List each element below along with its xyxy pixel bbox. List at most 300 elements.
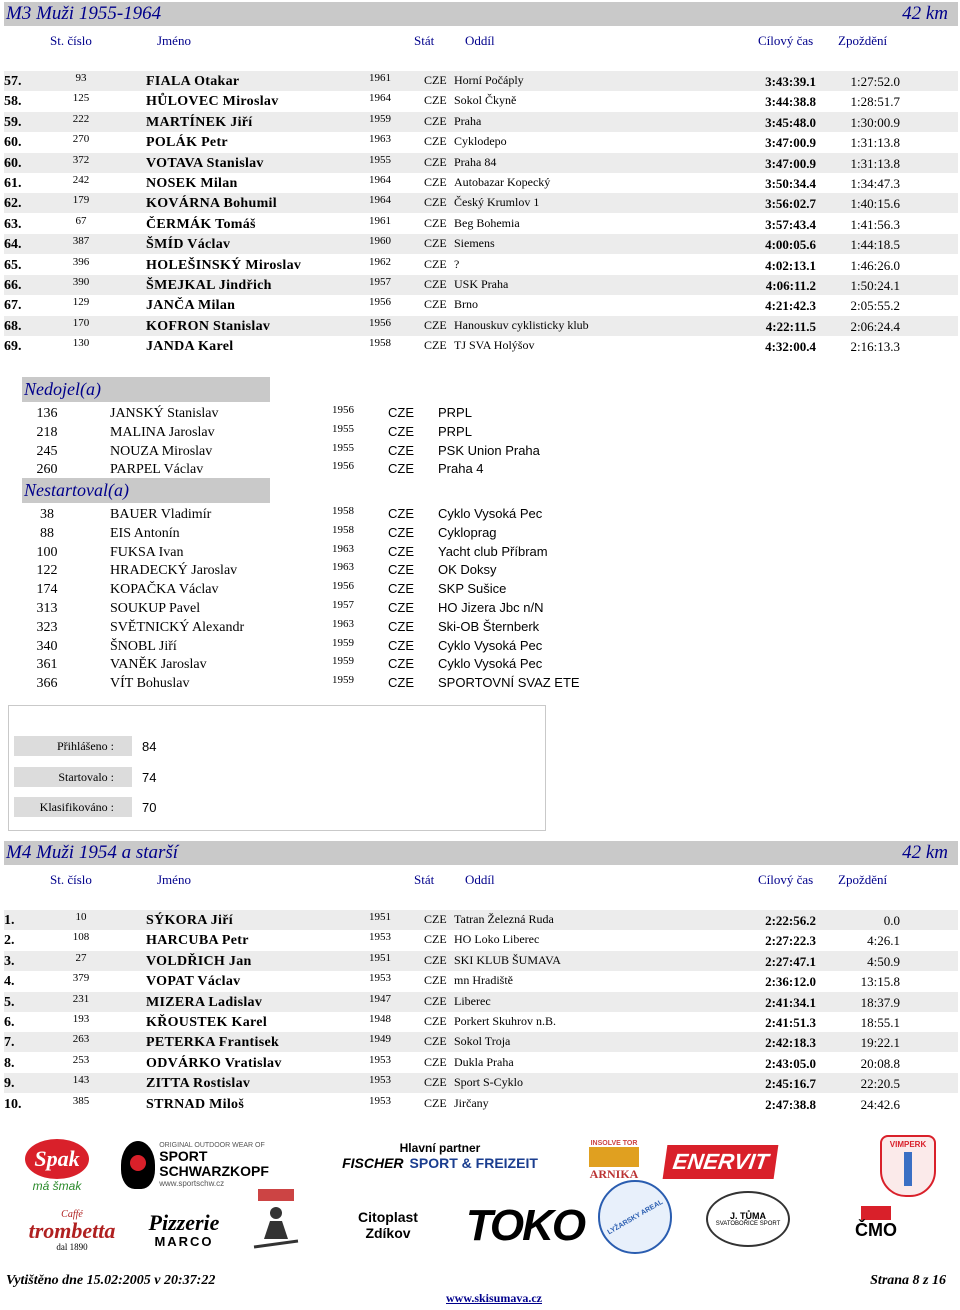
col-name: Jméno	[157, 872, 191, 887]
rank-cell: 58.	[4, 94, 22, 110]
nationality: CZE	[424, 236, 447, 251]
athlete-name: STRNAD Miloš	[146, 1096, 245, 1112]
club-name: Cyklo Vysoká Pec	[438, 637, 543, 653]
list-item	[22, 543, 622, 562]
finish-time: 3:47:00.9	[765, 155, 816, 171]
club-name: Sport S-Cyklo	[454, 1075, 524, 1090]
finish-time: 3:56:02.7	[765, 196, 816, 212]
athlete-name: ODVÁRKO Vratislav	[146, 1055, 282, 1071]
table-row	[4, 1032, 958, 1052]
pizzerie-logo: Pizzerie MARCO	[148, 1209, 220, 1249]
list-item	[22, 599, 622, 618]
time-behind: 1:34:47.3	[850, 176, 900, 191]
nationality: CZE	[424, 297, 447, 312]
birth-year: 1948	[369, 1013, 391, 1025]
table-row	[4, 71, 958, 91]
club-name: TJ SVA Holýšov	[454, 338, 535, 353]
time-behind: 22:20.5	[860, 1076, 900, 1092]
nationality: CZE	[424, 175, 447, 189]
table-row	[4, 1073, 958, 1093]
summary-value: 70	[142, 800, 157, 815]
bib-number: 366	[36, 676, 58, 692]
club-name: Praha 4	[438, 461, 484, 477]
rank-cell: 2.	[4, 933, 15, 949]
club-name: PSK Union Praha	[438, 442, 540, 458]
athlete-name: KŘOUSTEK Karel	[146, 1015, 268, 1030]
athlete-name: MIZERA Ladislav	[146, 994, 263, 1010]
nationality: CZE	[424, 952, 447, 967]
finish-time: 3:47:00.9	[765, 135, 816, 151]
summary-value: 74	[142, 770, 157, 785]
list-item	[22, 618, 622, 637]
nationality: CZE	[424, 338, 447, 353]
bib-number: 340	[36, 638, 58, 654]
bib-number: 129	[72, 296, 90, 309]
athlete-name: VOPAT Václav	[146, 974, 241, 990]
list-item	[22, 460, 622, 479]
rank-cell: 6.	[4, 1015, 15, 1030]
time-behind: 2:16:13.3	[850, 339, 900, 355]
club-name: Hanouskuv cyklisticky klub	[454, 317, 589, 332]
club-name: Praha	[454, 113, 482, 128]
nationality: CZE	[424, 154, 447, 169]
vimperk-logo: VIMPERK	[878, 1135, 938, 1197]
category-distance: 42 km	[902, 3, 948, 24]
bib-number: 260	[36, 462, 58, 478]
nationality: CZE	[424, 134, 447, 149]
bib-number: 379	[72, 972, 90, 985]
club-name: Cyklo Vysoká Pec	[438, 506, 543, 521]
nationality: CZE	[388, 423, 414, 439]
bib-number: 270	[72, 133, 90, 146]
table-row	[4, 336, 958, 356]
rank-cell: 61.	[4, 176, 22, 191]
list-item	[22, 423, 622, 442]
club-name: OK Doksy	[438, 562, 497, 578]
arnika-logo: INSOLVE TOR ARNIKA	[589, 1140, 639, 1181]
athlete-name: ZITTA Rostislav	[146, 1076, 251, 1092]
birth-year: 1955	[332, 422, 354, 435]
skier-icon	[248, 1187, 304, 1253]
nationality: CZE	[388, 461, 414, 477]
birth-year: 1958	[369, 337, 391, 350]
rank-cell: 64.	[4, 237, 22, 253]
nationality: CZE	[424, 317, 447, 332]
finish-time: 2:41:51.3	[765, 1015, 816, 1030]
nationality: CZE	[424, 1095, 447, 1110]
category-title-bar	[4, 841, 958, 865]
birth-year: 1953	[369, 931, 391, 944]
club-name: Dukla Praha	[454, 1054, 514, 1069]
club-name: Sokol Troja	[454, 1034, 511, 1049]
birth-year: 1963	[369, 133, 391, 146]
col-club: Oddíl	[465, 33, 495, 48]
rank-cell: 65.	[4, 257, 22, 273]
birth-year: 1960	[369, 235, 391, 248]
club-name: Siemens	[454, 236, 495, 251]
athlete-name: HŮLOVEC Miroslav	[146, 94, 279, 110]
athlete-name: EIS Antonín	[110, 525, 180, 541]
birth-year: 1957	[369, 276, 391, 288]
table-row	[4, 193, 958, 213]
summary-label: Startovalo :	[14, 767, 132, 787]
athlete-name: ŠMÍD Václav	[146, 237, 231, 253]
time-behind: 1:40:15.6	[850, 196, 900, 212]
rank-cell: 67.	[4, 298, 22, 314]
bib-number: 193	[72, 1013, 90, 1025]
birth-year: 1951	[369, 911, 391, 923]
nationality: CZE	[424, 1054, 447, 1069]
club-name: Autobazar Kopecký	[454, 175, 551, 189]
table-row	[4, 255, 958, 275]
bib-number: 125	[72, 92, 90, 105]
time-behind: 1:28:51.7	[850, 94, 900, 110]
nationality: CZE	[424, 195, 447, 210]
table-row	[4, 214, 958, 234]
birth-year: 1957	[332, 599, 354, 611]
bib-number: 396	[72, 255, 90, 268]
club-name: Praha 84	[454, 154, 497, 169]
time-behind: 1:30:00.9	[850, 114, 900, 130]
bib-number: 323	[36, 619, 58, 635]
club-name: Jirčany	[454, 1095, 489, 1110]
rank-cell: 57.	[4, 74, 22, 89]
finish-time: 4:06:11.2	[765, 278, 816, 293]
finish-time: 3:45:48.0	[765, 114, 816, 130]
birth-year: 1947	[369, 992, 391, 1005]
athlete-name: HOLEŠINSKÝ Miroslav	[146, 257, 302, 273]
nationality: CZE	[424, 277, 447, 291]
time-behind: 1:31:13.8	[850, 155, 900, 171]
nationality: CZE	[388, 405, 414, 420]
nationality: CZE	[388, 562, 414, 578]
time-behind: 13:15.8	[860, 974, 900, 990]
nationality: CZE	[388, 600, 414, 615]
table-row	[4, 910, 958, 930]
rank-cell: 63.	[4, 216, 22, 232]
table-row	[4, 91, 958, 111]
time-behind: 1:50:24.1	[850, 278, 900, 293]
athlete-name: MARTÍNEK Jiří	[146, 114, 253, 130]
trombetta-logo: Caffé trombetta dal 1890	[28, 1208, 116, 1252]
finish-time: 2:27:47.1	[765, 953, 816, 969]
athlete-name: VÍT Bohuslav	[110, 676, 190, 692]
club-name: SKP Sušice	[438, 581, 507, 597]
website-link[interactable]: www.skisumava.cz	[446, 1291, 543, 1305]
rank-cell: 3.	[4, 953, 15, 969]
time-behind: 4:50.9	[867, 953, 900, 969]
bib-number: 222	[72, 112, 90, 125]
rank-cell: 9.	[4, 1076, 15, 1092]
athlete-name: MALINA Jaroslav	[110, 424, 215, 440]
finish-time: 4:22:11.5	[765, 318, 816, 334]
spak-logo: Spak má šmak	[22, 1135, 92, 1197]
section-title-dns: Nestartoval(a)	[22, 478, 270, 503]
bib-number: 100	[36, 544, 58, 560]
table-row	[4, 112, 958, 132]
bib-number: 253	[72, 1053, 90, 1066]
club-name: PRPL	[438, 405, 472, 420]
list-item	[22, 674, 622, 693]
time-behind: 4:26.1	[867, 933, 900, 949]
finish-time: 4:00:05.6	[765, 237, 816, 253]
athlete-name: FUKSA Ivan	[110, 544, 184, 560]
table-row	[4, 153, 958, 173]
birth-year: 1959	[369, 112, 391, 125]
bib-number: 179	[72, 194, 90, 207]
list-item	[22, 524, 622, 543]
birth-year: 1961	[369, 72, 391, 84]
birth-year: 1953	[369, 1094, 391, 1107]
birth-year: 1963	[332, 561, 354, 574]
birth-year: 1956	[332, 404, 354, 416]
summary-box	[8, 705, 546, 831]
finish-time: 2:43:05.0	[765, 1055, 816, 1071]
bib-number: 38	[40, 507, 54, 522]
birth-year: 1964	[369, 92, 391, 105]
birth-year: 1964	[369, 174, 391, 186]
table-row	[4, 930, 958, 950]
nationality: CZE	[424, 912, 447, 926]
birth-year: 1958	[332, 523, 354, 536]
club-name: SKI KLUB ŠUMAVA	[454, 952, 561, 967]
finish-time: 2:27:22.3	[765, 933, 816, 949]
nationality: CZE	[388, 581, 414, 597]
club-name: Ski-OB Šternberk	[438, 618, 540, 634]
bib-number: 136	[36, 406, 58, 421]
athlete-name: ŠMEJKAL Jindřich	[146, 278, 272, 293]
birth-year: 1959	[332, 674, 354, 687]
bib-number: 108	[72, 931, 90, 944]
fischer-logo: Hlavní partner FISCHER SPORT & FREIZEIT	[342, 1141, 538, 1171]
athlete-name: KOPAČKA Václav	[110, 582, 219, 598]
club-name: Horní Počáply	[454, 73, 524, 87]
birth-year: 1961	[369, 214, 391, 227]
page-number: Strana 8 z 16	[870, 1273, 946, 1288]
finish-time: 2:45:16.7	[765, 1076, 816, 1092]
time-behind: 0.0	[883, 913, 900, 928]
club-name: Sokol Čkyně	[454, 93, 517, 108]
nationality: CZE	[424, 1014, 447, 1028]
bib-number: 372	[72, 153, 90, 166]
bib-number: 170	[72, 316, 90, 329]
rank-cell: 62.	[4, 196, 22, 212]
finish-time: 2:47:38.8	[765, 1096, 816, 1112]
nationality: CZE	[424, 1034, 447, 1049]
time-behind: 1:41:56.3	[850, 216, 900, 232]
table-row	[4, 295, 958, 315]
nationality: CZE	[388, 637, 414, 653]
bib-number: 385	[72, 1094, 90, 1107]
section-title-dnf: Nedojel(a)	[22, 377, 270, 402]
column-header	[4, 31, 958, 51]
athlete-name: FIALA Otakar	[146, 74, 240, 89]
finish-time: 2:41:34.1	[765, 994, 816, 1010]
athlete-name: JANDA Karel	[146, 339, 234, 355]
athlete-name: POLÁK Petr	[146, 135, 228, 151]
table-row	[4, 234, 958, 254]
col-delay: Zpoždění	[838, 33, 888, 48]
athlete-name: BAUER Vladimír	[110, 507, 212, 522]
club-name: Cykloprag	[438, 524, 497, 540]
time-behind: 1:27:52.0	[850, 74, 900, 89]
rank-cell: 59.	[4, 114, 22, 130]
birth-year: 1956	[369, 316, 391, 329]
time-behind: 2:06:24.4	[850, 318, 900, 334]
ski-area-logo: LYŽARSKY AREAL	[598, 1180, 672, 1254]
list-item	[22, 637, 622, 656]
rank-cell: 69.	[4, 339, 22, 355]
time-behind: 2:05:55.2	[850, 298, 900, 314]
birth-year: 1953	[369, 1053, 391, 1066]
finish-time: 4:32:00.4	[765, 339, 816, 355]
nationality: CZE	[424, 993, 447, 1008]
birth-year: 1956	[369, 296, 391, 309]
birth-year: 1951	[369, 951, 391, 964]
time-behind: 18:55.1	[860, 1015, 900, 1030]
club-name: mn Hradiště	[454, 973, 513, 988]
club-name: Tatran Železná Ruda	[454, 912, 554, 926]
club-name: Beg Bohemia	[454, 215, 520, 230]
col-delay: Zpoždění	[838, 872, 888, 887]
time-behind: 20:08.8	[860, 1055, 900, 1071]
category-title: M3 Muži 1955-1964	[6, 3, 162, 24]
col-time: Cílový čas	[758, 33, 814, 48]
rank-cell: 5.	[4, 994, 15, 1010]
category-title: M4 Muži 1954 a starší	[6, 842, 179, 863]
birth-year: 1958	[332, 505, 354, 517]
table-row	[4, 1053, 958, 1073]
finish-time: 4:02:13.1	[765, 257, 816, 273]
skier-logo	[246, 1185, 306, 1255]
time-behind: 1:31:13.8	[850, 135, 900, 151]
table-row	[4, 316, 958, 336]
finish-time: 2:42:18.3	[765, 1035, 816, 1051]
athlete-name: VOLDŘICH Jan	[146, 953, 252, 969]
bib-number: 67	[75, 214, 87, 227]
column-header	[4, 870, 958, 890]
bib-number: 313	[36, 601, 58, 616]
nationality: CZE	[388, 524, 414, 540]
finish-time: 4:21:42.3	[765, 298, 816, 314]
athlete-name: JANSKÝ Stanislav	[110, 406, 219, 421]
rank-cell: 10.	[4, 1096, 22, 1112]
finish-time: 3:50:34.4	[765, 176, 816, 191]
birth-year: 1949	[369, 1033, 391, 1046]
athlete-name: VANĚK Jaroslav	[110, 657, 207, 673]
bib-number: 174	[36, 582, 58, 598]
table-row	[4, 951, 958, 971]
nationality: CZE	[424, 93, 447, 108]
nationality: CZE	[388, 656, 414, 672]
nationality: CZE	[388, 618, 414, 634]
print-date: Vytištěno dne 15.02:2005 v 20:37:22	[6, 1273, 216, 1288]
nationality: CZE	[424, 932, 447, 947]
list-item	[22, 404, 622, 423]
bib-number: 387	[72, 235, 90, 248]
athlete-name: ŠNOBL Jiří	[110, 638, 177, 654]
bib-number: 88	[40, 525, 54, 541]
table-row	[4, 173, 958, 193]
col-nat: Stát	[414, 33, 435, 48]
summary-label: Přihlášeno :	[14, 736, 132, 756]
club-name: USK Praha	[454, 277, 509, 291]
bib-number: 263	[72, 1033, 90, 1046]
cmo-logo: ČMO	[836, 1200, 916, 1246]
col-club: Oddíl	[465, 872, 495, 887]
club-name: SPORTOVNÍ SVAZ ETE	[438, 675, 580, 691]
rank-cell: 7.	[4, 1035, 15, 1051]
athlete-name: PETERKA Frantisek	[146, 1035, 280, 1051]
rank-cell: 60.	[4, 155, 22, 171]
finish-time: 3:43:39.1	[765, 74, 816, 89]
athlete-name: NOSEK Milan	[146, 176, 238, 191]
birth-year: 1955	[369, 153, 391, 166]
enervit-logo: ENERVIT	[666, 1142, 776, 1182]
citoplast-logo: Citoplast Zdíkov	[358, 1209, 418, 1241]
rank-cell: 60.	[4, 135, 22, 151]
athlete-name: ČERMÁK Tomáš	[146, 216, 256, 232]
athlete-name: VOTAVA Stanislav	[146, 155, 264, 171]
table-row	[4, 132, 958, 152]
birth-year: 1953	[369, 972, 391, 985]
category-title-bar	[4, 2, 958, 26]
col-nat: Stát	[414, 872, 435, 887]
bib-number: 390	[72, 276, 90, 288]
list-item	[22, 442, 622, 461]
table-row	[4, 1094, 958, 1114]
col-num: St. číslo	[50, 872, 92, 887]
table-row	[4, 992, 958, 1012]
list-item	[22, 655, 622, 674]
col-time: Cílový čas	[758, 872, 814, 887]
athlete-name: NOUZA Miroslav	[110, 443, 213, 459]
birth-year: 1953	[369, 1074, 391, 1087]
time-behind: 1:46:26.0	[850, 257, 900, 273]
athlete-name: JANČA Milan	[146, 298, 236, 314]
bib-number: 143	[72, 1074, 90, 1087]
finish-time: 3:44:38.8	[765, 94, 816, 110]
summary-label: Klasifikováno :	[14, 797, 132, 817]
nationality: CZE	[388, 442, 414, 458]
club-name: Cyklo Vysoká Pec	[438, 656, 543, 672]
birth-year: 1964	[369, 194, 391, 207]
summary-value: 84	[142, 739, 157, 754]
club-name: Český Krumlov 1	[454, 195, 540, 210]
bib-number: 130	[72, 337, 90, 350]
nationality: CZE	[424, 113, 447, 128]
finish-time: 2:22:56.2	[765, 913, 816, 928]
athlete-name: SOUKUP Pavel	[110, 601, 201, 616]
schwarzkopf-logo: ORIGINAL OUTDOOR WEAR OF SPORT SCHWARZKOPF www.sportschw.cz	[118, 1135, 268, 1195]
finish-time: 2:36:12.0	[765, 974, 816, 990]
birth-year: 1962	[369, 255, 391, 268]
table-row	[4, 1012, 958, 1032]
time-behind: 19:22.1	[860, 1035, 900, 1051]
bib-number: 218	[36, 424, 58, 440]
athlete-name: HARCUBA Petr	[146, 933, 249, 949]
club-name: Porkert Skuhrov n.B.	[454, 1014, 556, 1028]
club-name: ?	[454, 256, 460, 271]
nationality: CZE	[388, 506, 414, 521]
club-name: HO Jizera Jbc n/N	[438, 600, 544, 615]
tuma-logo: J. TŮMA SVATOBOŘICE SPORT	[706, 1190, 790, 1248]
table-row	[4, 275, 958, 295]
bib-number: 361	[36, 657, 58, 673]
birth-year: 1959	[332, 636, 354, 649]
finish-time: 3:57:43.4	[765, 216, 816, 232]
club-name: Liberec	[454, 993, 491, 1008]
